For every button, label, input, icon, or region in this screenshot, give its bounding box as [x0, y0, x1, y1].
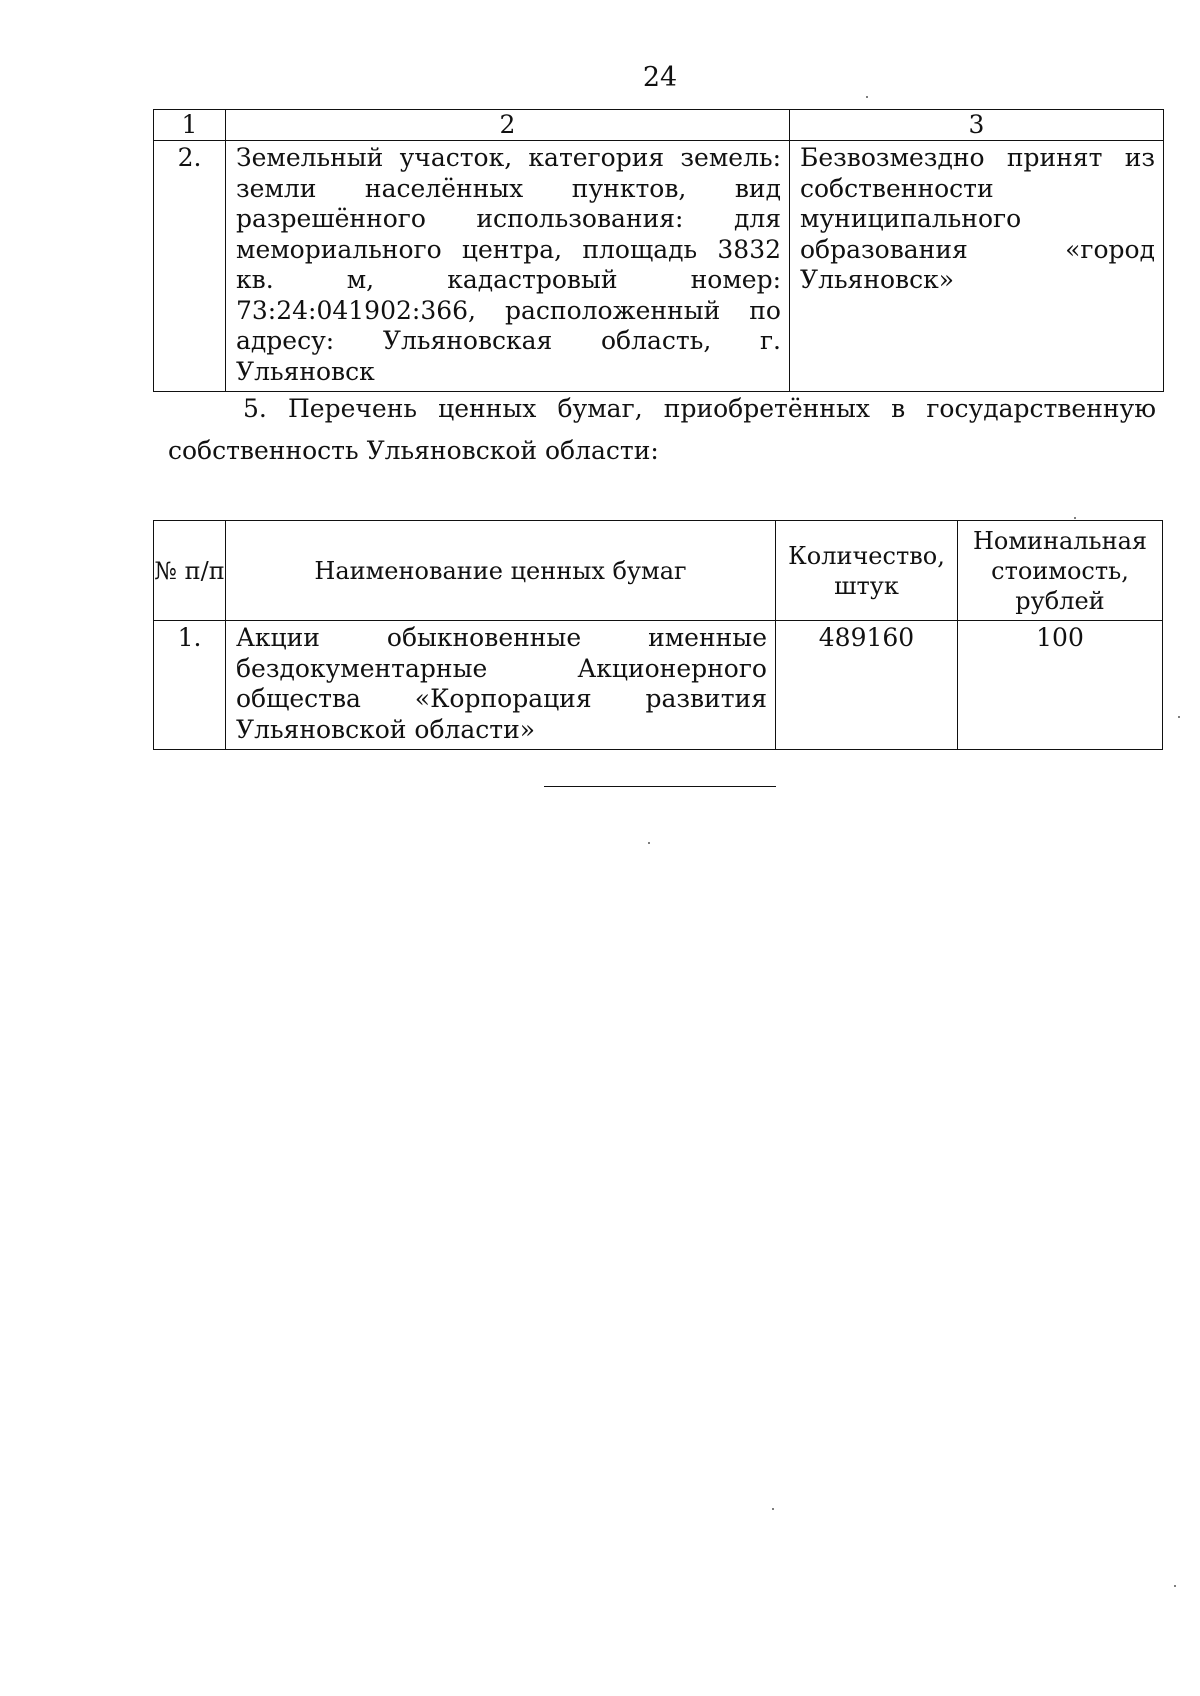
table-header-row: [154, 110, 1164, 141]
section-5-paragraph: [168, 388, 1156, 472]
scan-speck: [648, 842, 650, 844]
closing-rule: [544, 786, 776, 787]
securities-table: [153, 520, 1163, 750]
scan-speck: [1074, 517, 1076, 519]
column-number-2: 2: [226, 110, 790, 141]
scan-speck: [1178, 716, 1180, 718]
scan-speck: [1174, 1585, 1176, 1587]
page-number: 24: [642, 62, 678, 93]
column-number-1: 1: [154, 110, 226, 141]
column-number-3: 3: [790, 110, 1164, 141]
property-description: Земельный участок, категория земель: земли населённых пунктов, вид разрешённого использования: для мемориального центра, площадь 3832 кв. м, кадастровый номер: 73:24:041902:366, расположенный по адресу: Ульяновская область, г. Ульяновск: [226, 141, 790, 392]
scan-speck: [866, 96, 868, 98]
property-table: [153, 109, 1164, 392]
table-header-row: [154, 521, 1163, 621]
header-number: № п/п: [154, 521, 226, 621]
scan-speck: [772, 1508, 774, 1510]
securities-nominal-value: 100: [958, 621, 1163, 750]
table-row: [154, 621, 1163, 750]
header-securities-name: Наименование ценных бумаг: [226, 521, 776, 621]
table-row: [154, 141, 1164, 392]
securities-name: Акции обыкновенные именные бездокументарные Акционерного общества «Корпорация развития Ульяновской области»: [226, 621, 776, 750]
row-number: 2.: [154, 141, 226, 392]
row-number: 1.: [154, 621, 226, 750]
header-quantity: Количество, штук: [776, 521, 958, 621]
securities-quantity: 489160: [776, 621, 958, 750]
section-5-line-2: собственность Ульяновской области:: [168, 436, 659, 465]
section-5-line-1: 5. Перечень ценных бумаг, приобретённых в государственную: [243, 394, 1156, 423]
acquisition-basis: Безвозмездно принят из собственности муниципального образования «город Ульяновск»: [790, 141, 1164, 392]
header-nominal-value: Номинальная стоимость, рублей: [958, 521, 1163, 621]
